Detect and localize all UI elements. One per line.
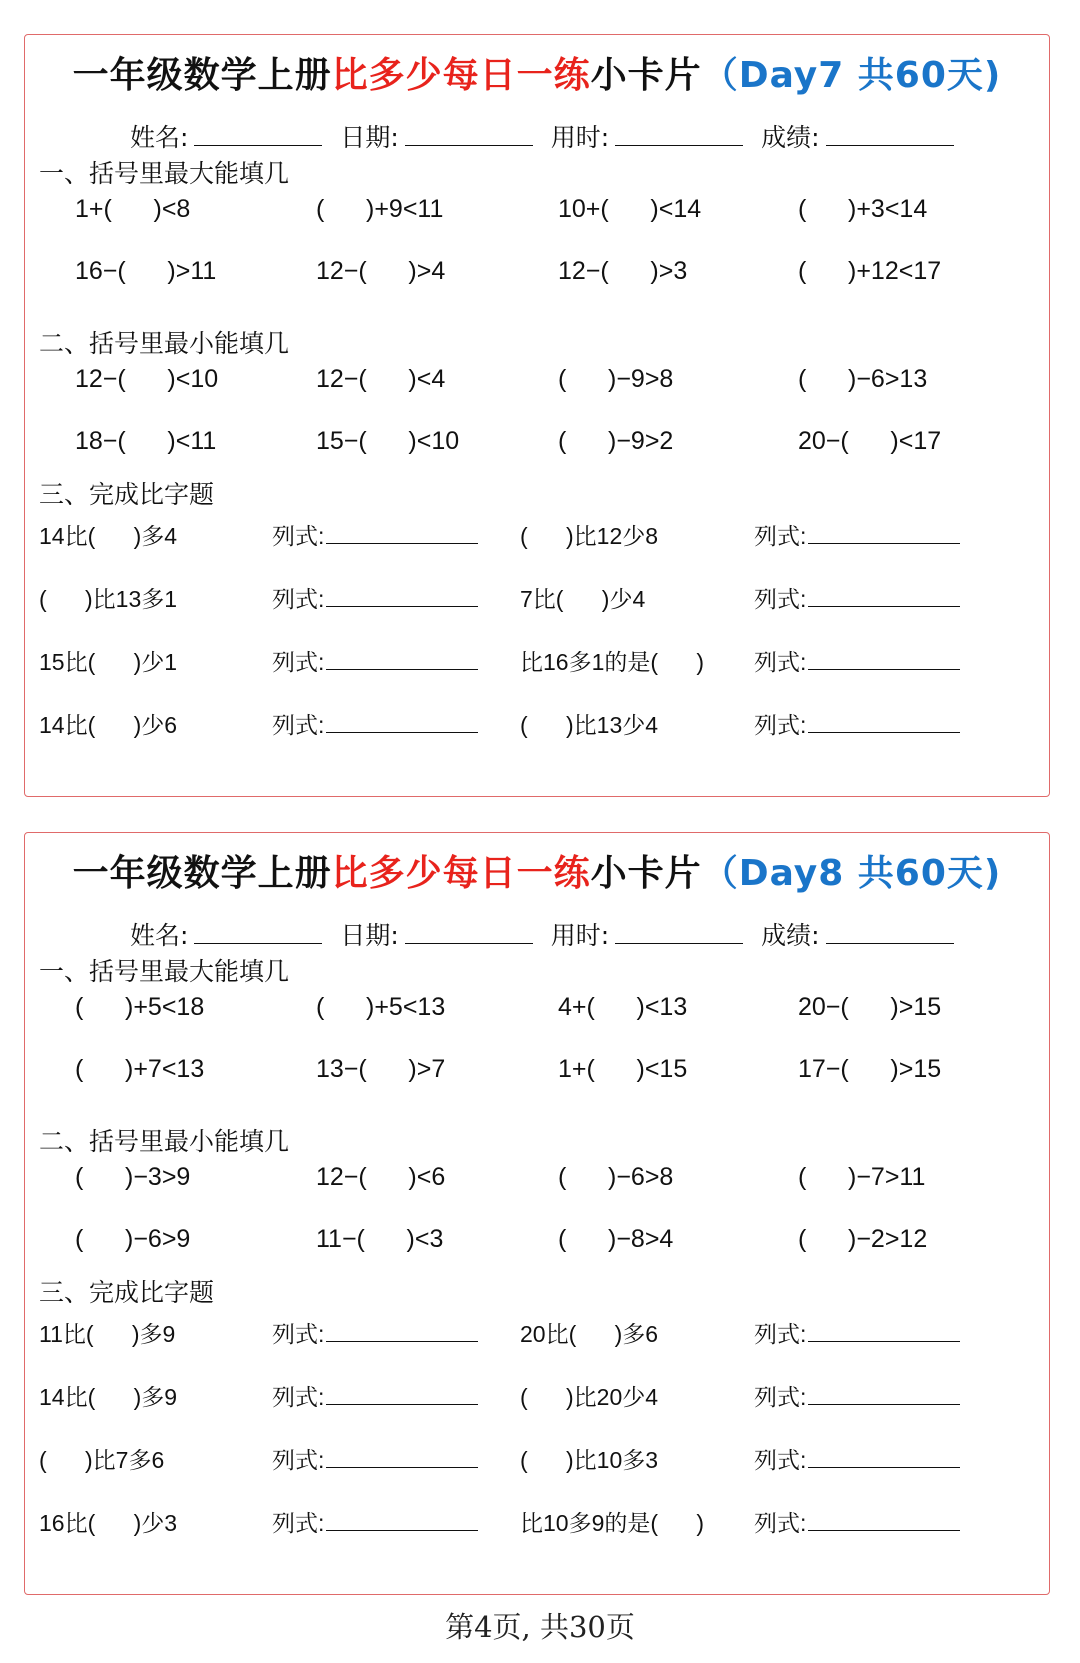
formula-field[interactable]: 列式: <box>272 518 478 551</box>
compare-problem: 7比( )少4 <box>520 586 646 612</box>
min-fill-problem[interactable]: 11−( )<3 <box>316 1225 444 1253</box>
max-fill-problem[interactable]: ( )+9<11 <box>316 195 444 223</box>
max-fill-problem[interactable]: 17−( )>15 <box>798 1055 942 1083</box>
formula-field[interactable]: 列式: <box>272 1316 478 1349</box>
max-fill-problem[interactable]: ( )+5<18 <box>75 993 205 1021</box>
card-title: 一年级数学上册比多少每日一练小卡片（Day7 共60天) <box>72 55 1002 96</box>
compare-problem: 14比( )多4 <box>39 523 178 549</box>
formula-field[interactable]: 列式: <box>754 1316 960 1349</box>
max-fill-problem[interactable]: ( )+3<14 <box>798 195 928 223</box>
max-fill-problem[interactable]: 10+( )<14 <box>558 195 702 223</box>
compare-problem: 15比( )少1 <box>39 649 178 675</box>
section3-heading: 三、完成比字题 <box>39 480 215 509</box>
formula-field[interactable]: 列式: <box>272 644 478 677</box>
section1-heading: 一、括号里最大能填几 <box>39 159 290 188</box>
max-fill-problem[interactable]: 13−( )>7 <box>316 1055 446 1083</box>
formula-field[interactable]: 列式: <box>754 581 960 614</box>
min-fill-problem[interactable]: ( )−6>9 <box>75 1225 191 1253</box>
practice-card-day8 <box>24 832 1050 1595</box>
compare-problem: 16比( )少3 <box>39 1510 178 1536</box>
min-fill-problem[interactable]: ( )−8>4 <box>558 1225 674 1253</box>
min-fill-problem[interactable]: 12−( )<10 <box>75 365 219 393</box>
formula-field[interactable]: 列式: <box>272 1379 478 1412</box>
section2-heading: 二、括号里最小能填几 <box>39 1127 290 1156</box>
compare-problem: ( )比13多1 <box>39 586 178 612</box>
formula-field[interactable]: 列式: <box>272 707 478 740</box>
max-fill-problem[interactable]: 12−( )>4 <box>316 257 446 285</box>
compare-problem: ( )比13少4 <box>520 712 659 738</box>
score-field[interactable]: 成绩: <box>761 118 953 154</box>
compare-problem: 14比( )少6 <box>39 712 178 738</box>
max-fill-problem[interactable]: ( )+7<13 <box>75 1055 205 1083</box>
card-title: 一年级数学上册比多少每日一练小卡片（Day8 共60天) <box>72 853 1002 894</box>
max-fill-problem[interactable]: 20−( )>15 <box>798 993 942 1021</box>
min-fill-problem[interactable]: 12−( )<6 <box>316 1163 446 1191</box>
formula-field[interactable]: 列式: <box>272 1442 478 1475</box>
formula-field[interactable]: 列式: <box>754 518 960 551</box>
compare-problem: ( )比12少8 <box>520 523 659 549</box>
min-fill-problem[interactable]: ( )−6>8 <box>558 1163 674 1191</box>
date-field[interactable]: 日期: <box>340 118 532 154</box>
section1-heading: 一、括号里最大能填几 <box>39 957 290 986</box>
min-fill-problem[interactable]: ( )−2>12 <box>798 1225 928 1253</box>
score-field[interactable]: 成绩: <box>761 916 953 952</box>
min-fill-problem[interactable]: ( )−6>13 <box>798 365 928 393</box>
name-field[interactable]: 姓名: <box>130 118 322 154</box>
compare-problem: 比10多9的是( ) <box>520 1510 705 1536</box>
min-fill-problem[interactable]: ( )−9>8 <box>558 365 674 393</box>
formula-field[interactable]: 列式: <box>754 1379 960 1412</box>
student-info-row <box>130 118 964 154</box>
section3-heading: 三、完成比字题 <box>39 1278 215 1307</box>
date-field[interactable]: 日期: <box>340 916 532 952</box>
formula-field[interactable]: 列式: <box>754 1505 960 1538</box>
compare-problem: 14比( )多9 <box>39 1384 178 1410</box>
time-field[interactable]: 用时: <box>551 916 743 952</box>
compare-problem: 比16多1的是( ) <box>520 649 705 675</box>
compare-problem: ( )比7多6 <box>39 1447 165 1473</box>
name-field[interactable]: 姓名: <box>130 916 322 952</box>
max-fill-problem[interactable]: ( )+5<13 <box>316 993 446 1021</box>
formula-field[interactable]: 列式: <box>754 644 960 677</box>
max-fill-problem[interactable]: ( )+12<17 <box>798 257 942 285</box>
min-fill-problem[interactable]: ( )−3>9 <box>75 1163 191 1191</box>
formula-field[interactable]: 列式: <box>754 707 960 740</box>
min-fill-problem[interactable]: 15−( )<10 <box>316 427 460 455</box>
max-fill-problem[interactable]: 1+( )<15 <box>558 1055 688 1083</box>
max-fill-problem[interactable]: 1+( )<8 <box>75 195 191 223</box>
min-fill-problem[interactable]: 18−( )<11 <box>75 427 217 455</box>
max-fill-problem[interactable]: 4+( )<13 <box>558 993 688 1021</box>
min-fill-problem[interactable]: 12−( )<4 <box>316 365 446 393</box>
practice-card-day7 <box>24 34 1050 797</box>
formula-field[interactable]: 列式: <box>272 1505 478 1538</box>
max-fill-problem[interactable]: 12−( )>3 <box>558 257 688 285</box>
min-fill-problem[interactable]: ( )−7>11 <box>798 1163 926 1191</box>
section2-heading: 二、括号里最小能填几 <box>39 329 290 358</box>
compare-problem: ( )比10多3 <box>520 1447 659 1473</box>
compare-problem: ( )比20少4 <box>520 1384 659 1410</box>
min-fill-problem[interactable]: ( )−9>2 <box>558 427 674 455</box>
time-field[interactable]: 用时: <box>551 118 743 154</box>
student-info-row <box>130 916 964 952</box>
formula-field[interactable]: 列式: <box>272 581 478 614</box>
compare-problem: 11比( )多9 <box>39 1321 176 1347</box>
max-fill-problem[interactable]: 16−( )>11 <box>75 257 217 285</box>
compare-problem: 20比( )多6 <box>520 1321 659 1347</box>
formula-field[interactable]: 列式: <box>754 1442 960 1475</box>
min-fill-problem[interactable]: 20−( )<17 <box>798 427 942 455</box>
page-number-footer: 第4页, 共30页 <box>445 1610 635 1644</box>
